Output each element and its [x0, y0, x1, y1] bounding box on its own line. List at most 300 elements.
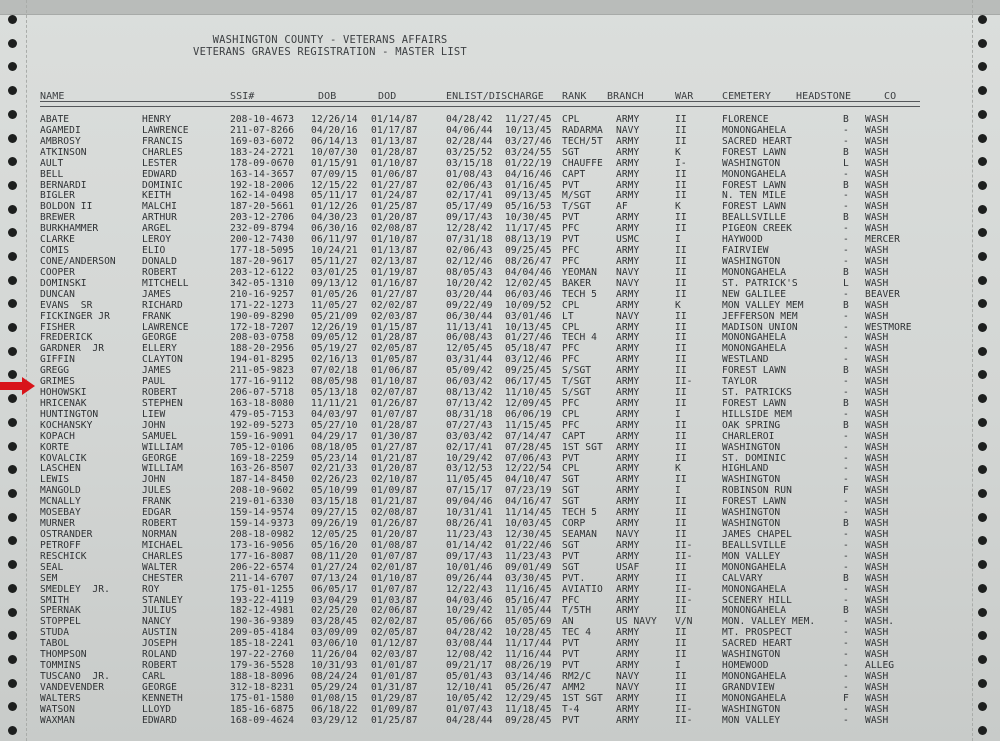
- cell-dod: 01/12/87: [371, 638, 418, 650]
- cell-enlist-date: 08/31/18: [446, 408, 493, 420]
- cell-dod: 02/02/87: [371, 299, 418, 311]
- table-row: [0, 660, 1000, 671]
- cell-dod: 01/10/87: [371, 572, 418, 584]
- tractor-hole: [8, 726, 17, 735]
- cell-first-name: HENRY: [142, 114, 172, 125]
- cell-dob: 05/27/10: [311, 419, 358, 431]
- cell-cemetery: NEW GALILEE: [722, 288, 787, 300]
- cell-first-name: EDGAR: [142, 507, 172, 519]
- cell-war: II: [675, 114, 687, 125]
- cell-ssi: 208-03-0758: [230, 332, 295, 344]
- cell-county: WASH: [865, 168, 889, 180]
- cell-headstone: -: [843, 627, 849, 639]
- cell-last-name: GREGG: [40, 365, 70, 377]
- cell-war: II: [675, 518, 687, 529]
- cell-dod: 01/07/87: [371, 583, 418, 595]
- cell-dod: 01/10/87: [371, 234, 418, 246]
- cell-war: K: [675, 201, 681, 213]
- cell-county: WASH: [865, 201, 889, 213]
- cell-rank: CPL: [562, 321, 580, 333]
- cell-enlist-date: 01/07/43: [446, 703, 493, 715]
- cell-county: WASH: [865, 638, 889, 650]
- cell-war: II: [675, 332, 687, 344]
- cell-cemetery: GRANDVIEW: [722, 681, 775, 693]
- cell-dob: 01/15/91: [311, 157, 358, 169]
- cell-rank: PVT: [562, 234, 580, 246]
- cell-dod: 01/01/87: [371, 660, 418, 671]
- cell-branch: ARMY: [616, 430, 640, 442]
- cell-ssi: 192-18-2006: [230, 179, 295, 191]
- cell-enlist-date: 03/20/44: [446, 288, 493, 300]
- table-row: [0, 442, 1000, 453]
- cell-war: II: [675, 124, 687, 136]
- cell-rank: BAKER: [562, 277, 592, 289]
- cell-headstone: -: [843, 452, 849, 464]
- cell-dod: 01/14/87: [371, 114, 418, 125]
- cell-dob: 10/24/21: [311, 245, 358, 256]
- cell-county: WASH: [865, 649, 889, 661]
- cell-last-name: MANGOLD: [40, 485, 81, 497]
- cell-enlist-date: 10/29/42: [446, 452, 493, 464]
- cell-first-name: LAWRENCE: [142, 124, 189, 136]
- cell-ssi: 190-09-8290: [230, 310, 295, 322]
- cell-county: ALLEG: [865, 660, 895, 671]
- cell-first-name: CHARLES: [142, 550, 183, 562]
- table-row: [0, 627, 1000, 638]
- cell-headstone: -: [843, 583, 849, 595]
- cell-enlist-date: 04/06/44: [446, 124, 493, 136]
- cell-enlist-date: 09/21/17: [446, 660, 493, 671]
- cell-headstone: B: [843, 397, 849, 409]
- cell-ssi: 175-01-1580: [230, 692, 295, 704]
- cell-dod: 01/27/87: [371, 441, 418, 453]
- cell-rank: T-4: [562, 703, 580, 715]
- table-row: [0, 704, 1000, 715]
- cell-ssi: 208-10-9602: [230, 485, 295, 497]
- cell-branch: ARMY: [616, 168, 640, 180]
- cell-enlist-date: 05/01/43: [446, 670, 493, 682]
- cell-headstone: -: [843, 703, 849, 715]
- cell-ssi: 185-16-6875: [230, 703, 295, 715]
- cell-enlist-date: 03/03/42: [446, 430, 493, 442]
- cell-discharge-date: 04/10/47: [505, 474, 552, 486]
- cell-cemetery: PIGEON CREEK: [722, 223, 792, 235]
- cell-cemetery: MON. VALLEY MEM.: [722, 616, 816, 628]
- cell-ssi: 197-22-2760: [230, 649, 295, 661]
- cell-last-name: AULT: [40, 157, 64, 169]
- red-arrow-pointer: [0, 377, 36, 395]
- table-row: [0, 114, 1000, 125]
- cell-last-name: FICKINGER JR: [40, 310, 110, 322]
- cell-rank: SGT: [562, 496, 580, 508]
- column-header-rank: RANK: [562, 91, 587, 102]
- cell-first-name: NORMAN: [142, 529, 177, 540]
- cell-headstone: -: [843, 529, 849, 540]
- cell-rank: SGT: [562, 539, 580, 551]
- cell-discharge-date: 09/13/45: [505, 190, 552, 202]
- cell-county: WASH: [865, 681, 889, 693]
- table-row: [0, 234, 1000, 245]
- cell-discharge-date: 11/17/45: [505, 223, 552, 235]
- cell-county: WESTMORE: [865, 321, 912, 333]
- cell-war: II: [675, 397, 687, 409]
- cell-discharge-date: 11/17/44: [505, 638, 552, 650]
- cell-cemetery: WASHINGTON: [722, 157, 781, 169]
- report-title-line-2: VETERANS GRAVES REGISTRATION - MASTER LIST: [193, 46, 467, 58]
- cell-discharge-date: 11/10/45: [505, 387, 552, 398]
- cell-branch: NAVY: [616, 681, 640, 693]
- cell-first-name: JOSEPH: [142, 638, 177, 650]
- cell-headstone: B: [843, 299, 849, 311]
- cell-dob: 12/26/19: [311, 321, 358, 333]
- cell-last-name: BURKHAMMER: [40, 223, 99, 235]
- cell-cemetery: WASHINGTON: [722, 649, 781, 661]
- cell-war: K: [675, 146, 681, 158]
- cell-dob: 02/21/33: [311, 463, 358, 475]
- cell-dod: 01/01/87: [371, 670, 418, 682]
- table-row: [0, 365, 1000, 376]
- cell-dod: 01/21/87: [371, 496, 418, 508]
- cell-war: II: [675, 135, 687, 147]
- cell-county: WASH: [865, 529, 889, 540]
- cell-discharge-date: 07/06/43: [505, 452, 552, 464]
- cell-discharge-date: 07/23/19: [505, 485, 552, 497]
- cell-first-name: LAWRENCE: [142, 321, 189, 333]
- cell-rank: CPL: [562, 463, 580, 475]
- cell-headstone: -: [843, 616, 849, 628]
- cell-last-name: SMITH: [40, 594, 70, 606]
- cell-enlist-date: 12/05/45: [446, 343, 493, 355]
- cell-rank: PFC: [562, 594, 580, 606]
- cell-enlist-date: 12/28/42: [446, 223, 493, 235]
- tractor-hole: [978, 726, 987, 735]
- header-double-rule: [40, 101, 920, 107]
- cell-branch: ARMY: [616, 223, 640, 235]
- cell-dob: 03/01/25: [311, 266, 358, 278]
- cell-cemetery: HIGHLAND: [722, 463, 769, 475]
- cell-war: II: [675, 212, 687, 224]
- cell-discharge-date: 11/16/44: [505, 649, 552, 661]
- cell-headstone: L: [843, 157, 849, 169]
- cell-enlist-date: 12/08/42: [446, 649, 493, 661]
- cell-county: WASH: [865, 441, 889, 453]
- cell-dob: 05/19/27: [311, 343, 358, 355]
- cell-enlist-date: 07/27/43: [446, 419, 493, 431]
- cell-rank: TEC 4: [562, 627, 592, 639]
- cell-first-name: NANCY: [142, 616, 172, 628]
- cell-branch: ARMY: [616, 692, 640, 704]
- cell-first-name: ROBERT: [142, 266, 177, 278]
- cell-headstone: B: [843, 572, 849, 584]
- cell-first-name: KENNETH: [142, 692, 183, 704]
- cell-headstone: F: [843, 692, 849, 704]
- cell-county: WASH: [865, 343, 889, 355]
- cell-headstone: -: [843, 441, 849, 453]
- cell-ssi: 185-18-2241: [230, 638, 295, 650]
- cell-war: II: [675, 365, 687, 377]
- cell-first-name: WILLIAM: [142, 441, 183, 453]
- cell-dob: 06/05/17: [311, 583, 358, 595]
- cell-cemetery: CHARLEROI: [722, 430, 775, 442]
- cell-last-name: WAXMAN: [40, 714, 75, 726]
- cell-war: II: [675, 474, 687, 486]
- cell-rank: 1ST SGT: [562, 692, 603, 704]
- table-row: [0, 431, 1000, 442]
- cell-discharge-date: 11/05/44: [505, 605, 552, 617]
- cell-war: II: [675, 190, 687, 202]
- cell-last-name: TABOL: [40, 638, 70, 650]
- cell-ssi: 210-16-9257: [230, 288, 295, 300]
- cell-branch: US NAVY: [616, 616, 657, 628]
- cell-cemetery: SCENERY HILL: [722, 594, 792, 606]
- cell-dod: 02/05/87: [371, 627, 418, 639]
- cell-last-name: KOCHANSKY: [40, 419, 93, 431]
- cell-ssi: 193-22-4119: [230, 594, 295, 606]
- cell-dob: 06/30/16: [311, 223, 358, 235]
- cell-ssi: 188-18-8096: [230, 670, 295, 682]
- cell-first-name: MITCHELL: [142, 277, 189, 289]
- cell-dod: 01/21/87: [371, 452, 418, 464]
- cell-branch: AF: [616, 201, 628, 213]
- table-row: [0, 147, 1000, 158]
- cell-first-name: ROY: [142, 583, 160, 595]
- cell-ssi: 171-22-1273: [230, 299, 295, 311]
- cell-rank: SGT: [562, 146, 580, 158]
- table-row: [0, 540, 1000, 551]
- red-arrow-shape: [0, 377, 35, 395]
- cell-rank: PFC: [562, 354, 580, 366]
- cell-rank: RADARMA: [562, 124, 603, 136]
- cell-cemetery: WASHINGTON: [722, 703, 781, 715]
- cell-enlist-date: 04/28/42: [446, 114, 493, 125]
- cell-rank: M/SGT: [562, 190, 592, 202]
- cell-last-name: TUSCANO JR.: [40, 670, 110, 682]
- table-row: [0, 245, 1000, 256]
- cell-dob: 02/16/13: [311, 354, 358, 366]
- cell-branch: ARMY: [616, 507, 640, 519]
- cell-first-name: ROLAND: [142, 649, 177, 661]
- cell-enlist-date: 06/08/43: [446, 332, 493, 344]
- cell-rank: PVT: [562, 212, 580, 224]
- cell-last-name: WATSON: [40, 703, 75, 715]
- cell-last-name: GRIMES: [40, 376, 75, 388]
- tractor-hole: [8, 62, 17, 71]
- cell-ssi: 175-01-1255: [230, 583, 295, 595]
- cell-cemetery: ST. DOMINIC: [722, 452, 787, 464]
- cell-rank: T/SGT: [562, 201, 592, 213]
- cell-cemetery: WESTLAND: [722, 354, 769, 366]
- cell-headstone: -: [843, 649, 849, 661]
- cell-dod: 02/02/87: [371, 616, 418, 628]
- cell-enlist-date: 02/17/41: [446, 441, 493, 453]
- cell-dob: 05/13/18: [311, 387, 358, 398]
- cell-headstone: B: [843, 419, 849, 431]
- cell-last-name: ATKINSON: [40, 146, 87, 158]
- cell-branch: ARMY: [616, 594, 640, 606]
- cell-enlist-date: 10/29/42: [446, 605, 493, 617]
- cell-discharge-date: 05/18/47: [505, 343, 552, 355]
- cell-dod: 01/17/87: [371, 124, 418, 136]
- cell-branch: USMC: [616, 234, 640, 246]
- cell-headstone: B: [843, 179, 849, 191]
- cell-ssi: 200-12-7430: [230, 234, 295, 246]
- cell-war: I: [675, 408, 681, 420]
- cell-rank: SGT: [562, 474, 580, 486]
- cell-rank: 1ST SGT: [562, 441, 603, 453]
- column-header-dod: DOD: [378, 91, 397, 102]
- cell-war: II: [675, 277, 687, 289]
- cell-discharge-date: 07/28/45: [505, 441, 552, 453]
- cell-first-name: MALCHI: [142, 201, 177, 213]
- cell-last-name: LEWIS: [40, 474, 70, 486]
- cell-cemetery: WASHINGTON: [722, 256, 781, 267]
- cell-war: I-: [675, 157, 687, 169]
- cell-war: II: [675, 670, 687, 682]
- cell-last-name: AGAMEDI: [40, 124, 81, 136]
- table-row: [0, 201, 1000, 212]
- cell-ssi: 187-20-9617: [230, 256, 295, 267]
- cell-dob: 10/07/30: [311, 146, 358, 158]
- table-row: [0, 256, 1000, 267]
- cell-enlist-date: 03/31/44: [446, 354, 493, 366]
- cell-war: II: [675, 649, 687, 661]
- cell-cemetery: MONONGAHELA: [722, 561, 787, 573]
- cell-war: II: [675, 627, 687, 639]
- cell-dod: 01/08/87: [371, 539, 418, 551]
- cell-dod: 01/13/87: [371, 135, 418, 147]
- cell-dod: 02/05/87: [371, 343, 418, 355]
- cell-dod: 01/27/87: [371, 288, 418, 300]
- cell-county: WASH: [865, 157, 889, 169]
- cell-branch: ARMY: [616, 245, 640, 256]
- cell-first-name: SAMUEL: [142, 430, 177, 442]
- cell-dod: 01/31/87: [371, 681, 418, 693]
- cell-ssi: 163-26-8507: [230, 463, 295, 475]
- table-row: [0, 638, 1000, 649]
- cell-discharge-date: 03/01/46: [505, 310, 552, 322]
- cell-dob: 11/11/21: [311, 397, 358, 409]
- cell-enlist-date: 10/31/41: [446, 507, 493, 519]
- column-header-branch: BRANCH: [607, 91, 644, 102]
- cell-county: WASH: [865, 365, 889, 377]
- cell-discharge-date: 11/18/45: [505, 703, 552, 715]
- cell-enlist-date: 04/03/46: [446, 594, 493, 606]
- cell-headstone: -: [843, 638, 849, 650]
- cell-war: II: [675, 681, 687, 693]
- cell-county: WASH: [865, 376, 889, 388]
- cell-rank: TECH 5: [562, 288, 597, 300]
- table-row: [0, 573, 1000, 584]
- cell-discharge-date: 09/25/45: [505, 365, 552, 377]
- table-row: [0, 715, 1000, 726]
- cell-dod: 01/28/87: [371, 146, 418, 158]
- cell-ssi: 177-18-5095: [230, 245, 295, 256]
- cell-cemetery: WASHINGTON: [722, 518, 781, 529]
- cell-discharge-date: 11/16/45: [505, 583, 552, 595]
- cell-first-name: ELIO: [142, 245, 166, 256]
- cell-county: WASH: [865, 256, 889, 267]
- cell-ssi: 705-12-0106: [230, 441, 295, 453]
- cell-first-name: JAMES: [142, 288, 172, 300]
- cell-rank: PVT: [562, 660, 580, 671]
- cell-dob: 03/28/45: [311, 616, 358, 628]
- table-row: [0, 682, 1000, 693]
- cell-dob: 03/04/29: [311, 594, 358, 606]
- cell-branch: ARMY: [616, 135, 640, 147]
- cell-headstone: -: [843, 343, 849, 355]
- cell-discharge-date: 09/01/49: [505, 561, 552, 573]
- cell-rank: PFC: [562, 256, 580, 267]
- cell-branch: ARMY: [616, 452, 640, 464]
- cell-enlist-date: 03/12/53: [446, 463, 493, 475]
- cell-discharge-date: 03/12/46: [505, 354, 552, 366]
- cell-last-name: GIFFIN: [40, 354, 75, 366]
- cell-discharge-date: 05/16/47: [505, 594, 552, 606]
- cell-dob: 06/14/13: [311, 135, 358, 147]
- cell-rank: YEOMAN: [562, 266, 597, 278]
- cell-branch: ARMY: [616, 332, 640, 344]
- cell-county: MERCER: [865, 234, 900, 246]
- cell-discharge-date: 04/16/47: [505, 496, 552, 508]
- cell-county: WASH: [865, 299, 889, 311]
- cell-discharge-date: 04/04/46: [505, 266, 552, 278]
- cell-rank: T/5TH: [562, 605, 592, 617]
- cell-enlist-date: 05/06/66: [446, 616, 493, 628]
- cell-enlist-date: 04/28/42: [446, 627, 493, 639]
- cell-headstone: B: [843, 518, 849, 529]
- cell-county: WASH: [865, 430, 889, 442]
- cell-discharge-date: 11/14/45: [505, 507, 552, 519]
- cell-first-name: CHARLES: [142, 146, 183, 158]
- cell-ssi: 479-05-7153: [230, 408, 295, 420]
- cell-ssi: 342-05-1310: [230, 277, 295, 289]
- cell-dob: 05/10/99: [311, 485, 358, 497]
- cell-ssi: 163-18-8080: [230, 397, 295, 409]
- tractor-hole: [978, 86, 987, 95]
- cell-last-name: VANDEVENDER: [40, 681, 105, 693]
- cell-last-name: CLARKE: [40, 234, 75, 246]
- table-row: [0, 311, 1000, 322]
- cell-dod: 01/07/87: [371, 550, 418, 562]
- cell-ssi: 162-14-0498: [230, 190, 295, 202]
- tractor-hole: [978, 39, 987, 48]
- cell-discharge-date: 03/30/45: [505, 572, 552, 584]
- cell-county: WASH: [865, 550, 889, 562]
- cell-branch: ARMY: [616, 583, 640, 595]
- cell-cemetery: MONONGAHELA: [722, 266, 787, 278]
- cell-headstone: -: [843, 321, 849, 333]
- cell-branch: ARMY: [616, 539, 640, 551]
- cell-headstone: -: [843, 310, 849, 322]
- cell-discharge-date: 11/23/43: [505, 550, 552, 562]
- cell-first-name: ROBERT: [142, 387, 177, 398]
- cell-war: II: [675, 168, 687, 180]
- cell-headstone: -: [843, 201, 849, 213]
- cell-ssi: 179-36-5528: [230, 660, 295, 671]
- cell-branch: ARMY: [616, 299, 640, 311]
- cell-enlist-date: 10/20/42: [446, 277, 493, 289]
- table-row: [0, 649, 1000, 660]
- cell-rank: CPL: [562, 114, 580, 125]
- table-row: [0, 212, 1000, 223]
- cell-rank: PVT: [562, 179, 580, 191]
- cell-last-name: STOPPEL: [40, 616, 81, 628]
- cell-dob: 05/11/17: [311, 190, 358, 202]
- cell-war: II-: [675, 539, 693, 551]
- cell-cemetery: OAK SPRING: [722, 419, 781, 431]
- cell-first-name: AUSTIN: [142, 627, 177, 639]
- cell-last-name: DOMINSKI: [40, 277, 87, 289]
